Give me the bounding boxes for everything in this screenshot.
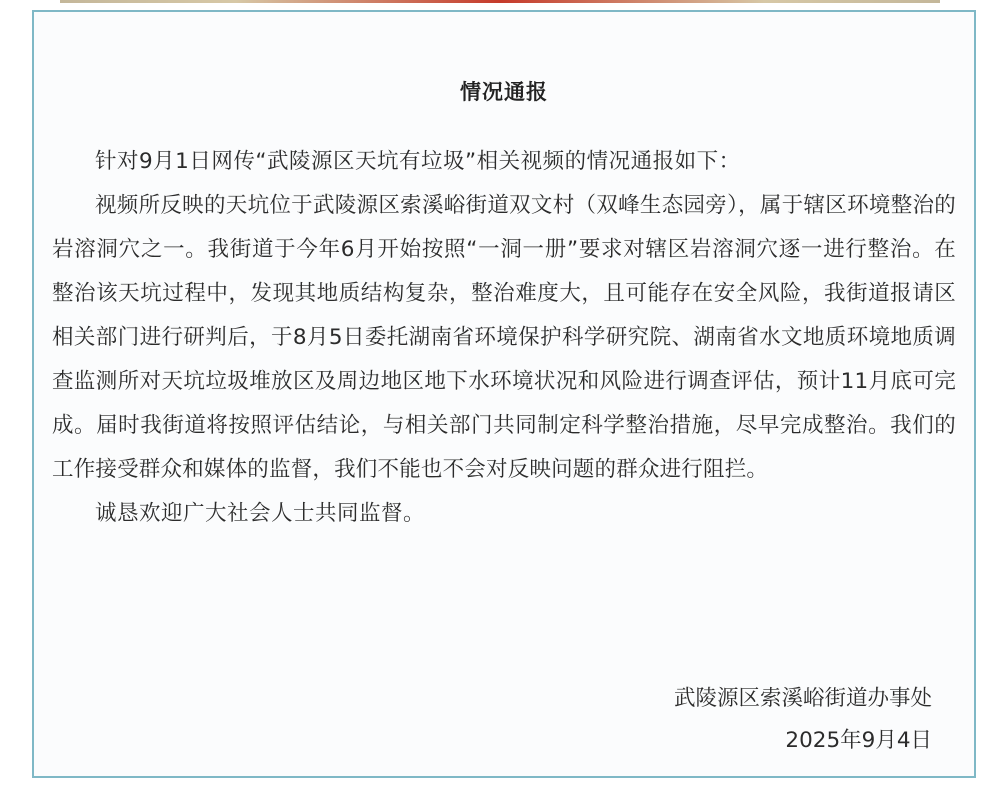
notice-paragraph-details: 视频所反映的天坑位于武陵源区索溪峪街道双文村（双峰生态园旁），属于辖区环境整治的岩溶洞穴之一。我街道于今年6月开始按照“一洞一册”要求对辖区岩溶洞穴逐一进行整治。在整治该天坑过程中，发现其地质结构复杂，整治难度大，且可能存在安全风险，我街道报请区相关部门进行研判后，于8月5日委托湖南省环境保护科学研究院、湖南省水文地质环境地质调查监测所对天坑垃圾堆放区及周边地区地下水环境状况和风险进行调查评估，预计11月底可完成。届时我街道将按照评估结论，与相关部门共同制定科学整治措施，尽早完成整治。我们的工作接受群众和媒体的监督，我们不能也不会对反映问题的群众进行阻拦。 <box>52 193 956 482</box>
signature-organization: 武陵源区索溪峪街道办事处 <box>673 686 932 711</box>
notice-paragraph-closing: 诚恳欢迎广大社会人士共同监督。 <box>95 501 426 526</box>
notice-signature <box>674 678 932 762</box>
notice-title: 情况通报 <box>460 80 548 104</box>
top-banner-strip <box>60 0 940 3</box>
notice-paragraph-intro: 针对9月1日网传“武陵源区天坑有垃圾”相关视频的情况通报如下： <box>95 149 741 174</box>
signature-date: 2025年9月4日 <box>785 728 932 753</box>
notice-panel <box>32 10 976 778</box>
notice-body <box>52 140 956 536</box>
